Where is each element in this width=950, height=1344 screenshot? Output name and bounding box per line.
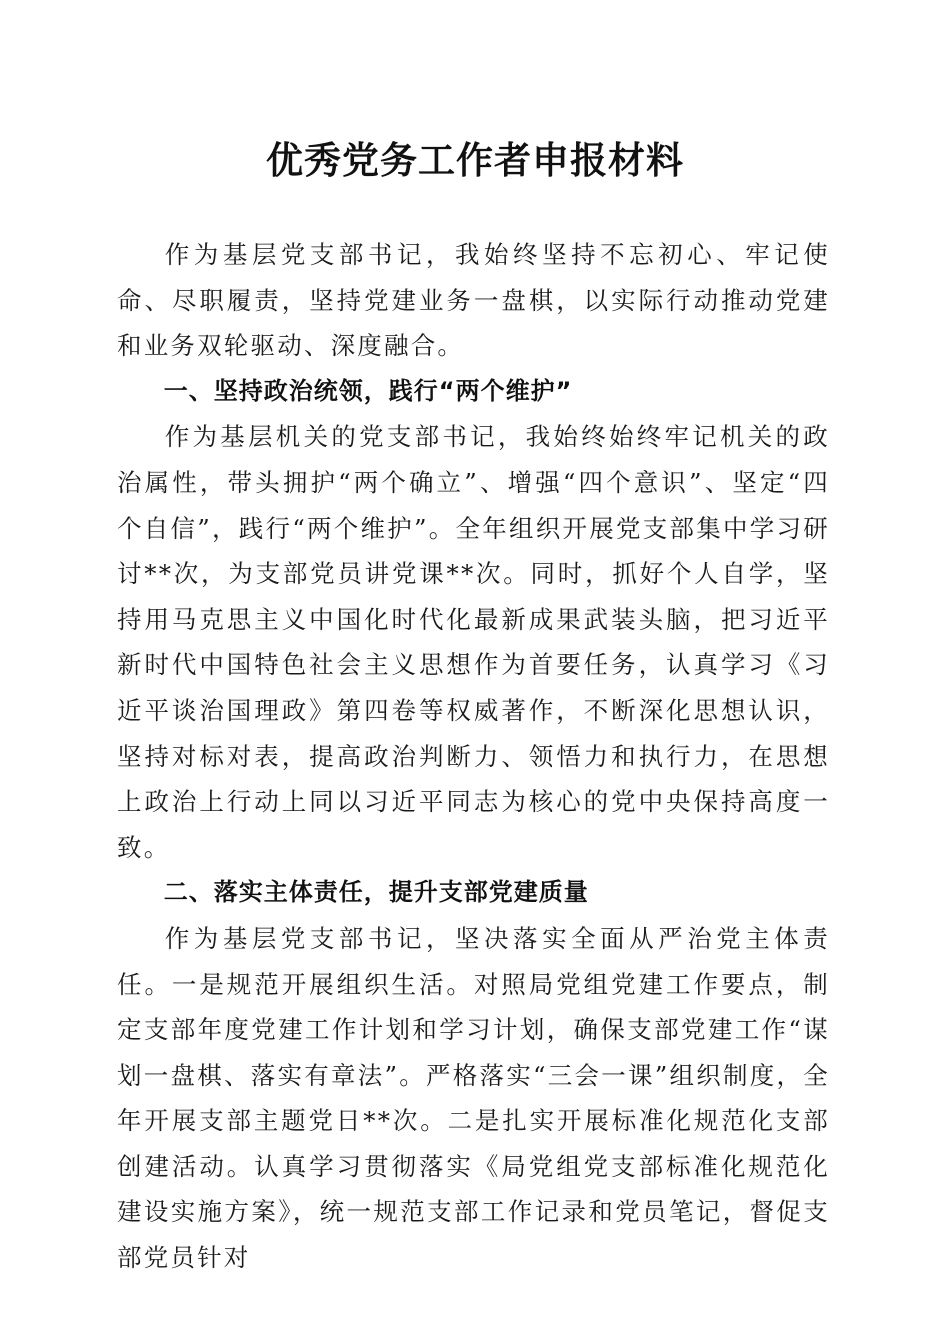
- section-2-heading: 二、落实主体责任，提升支部党建质量: [163, 878, 589, 907]
- section-1-paragraph: 作为基层机关的党支部书记，我始终始终牢记机关的政治属性，带头拥护“两个确立”、增强“四个意识”、坚定“四个自信”，践行“两个维护”。全年组织开展党支部集中学习研讨**次，为支部党员讲党课**次。同时，抓好个人自学，坚持用马克思主义中国化时代化最新成果武装头脑，把习近平新时代中国特色社会主义思想作为首要任务，认真学习《习近平谈治国理政》第四卷等权威著作，不断深化思想认识，坚持对标对表，提高政治判断力、领悟力和执行力，在思想上政治上行动上同以习近平同志为核心的党中央保持高度一致。: [117, 422, 830, 862]
- intro-paragraph: 作为基层党支部书记，我始终坚持不忘初心、牢记使命、尽职履责，坚持党建业务一盘棋，以实际行动推动党建和业务双轮驱动、深度融合。: [117, 240, 830, 361]
- page-title: 优秀党务工作者申报材料: [266, 138, 684, 182]
- section-2-paragraph: 作为基层党支部书记，坚决落实全面从严治党主体责任。一是规范开展组织生活。对照局党组党建工作要点，制定支部年度党建工作计划和学习计划，确保支部党建工作“谋划一盘棋、落实有章法”。严格落实“三会一课”组织制度，全年开展支部主题党日**次。二是扎实开展标准化规范化支部创建活动。认真学习贯彻落实《局党组党支部标准化规范化建设实施方案》，统一规范支部工作记录和党员笔记，督促支部党员针对: [117, 923, 830, 1273]
- document-body: [117, 232, 830, 1281]
- section-1-heading: 一、坚持政治统领，践行“两个维护”: [163, 376, 573, 405]
